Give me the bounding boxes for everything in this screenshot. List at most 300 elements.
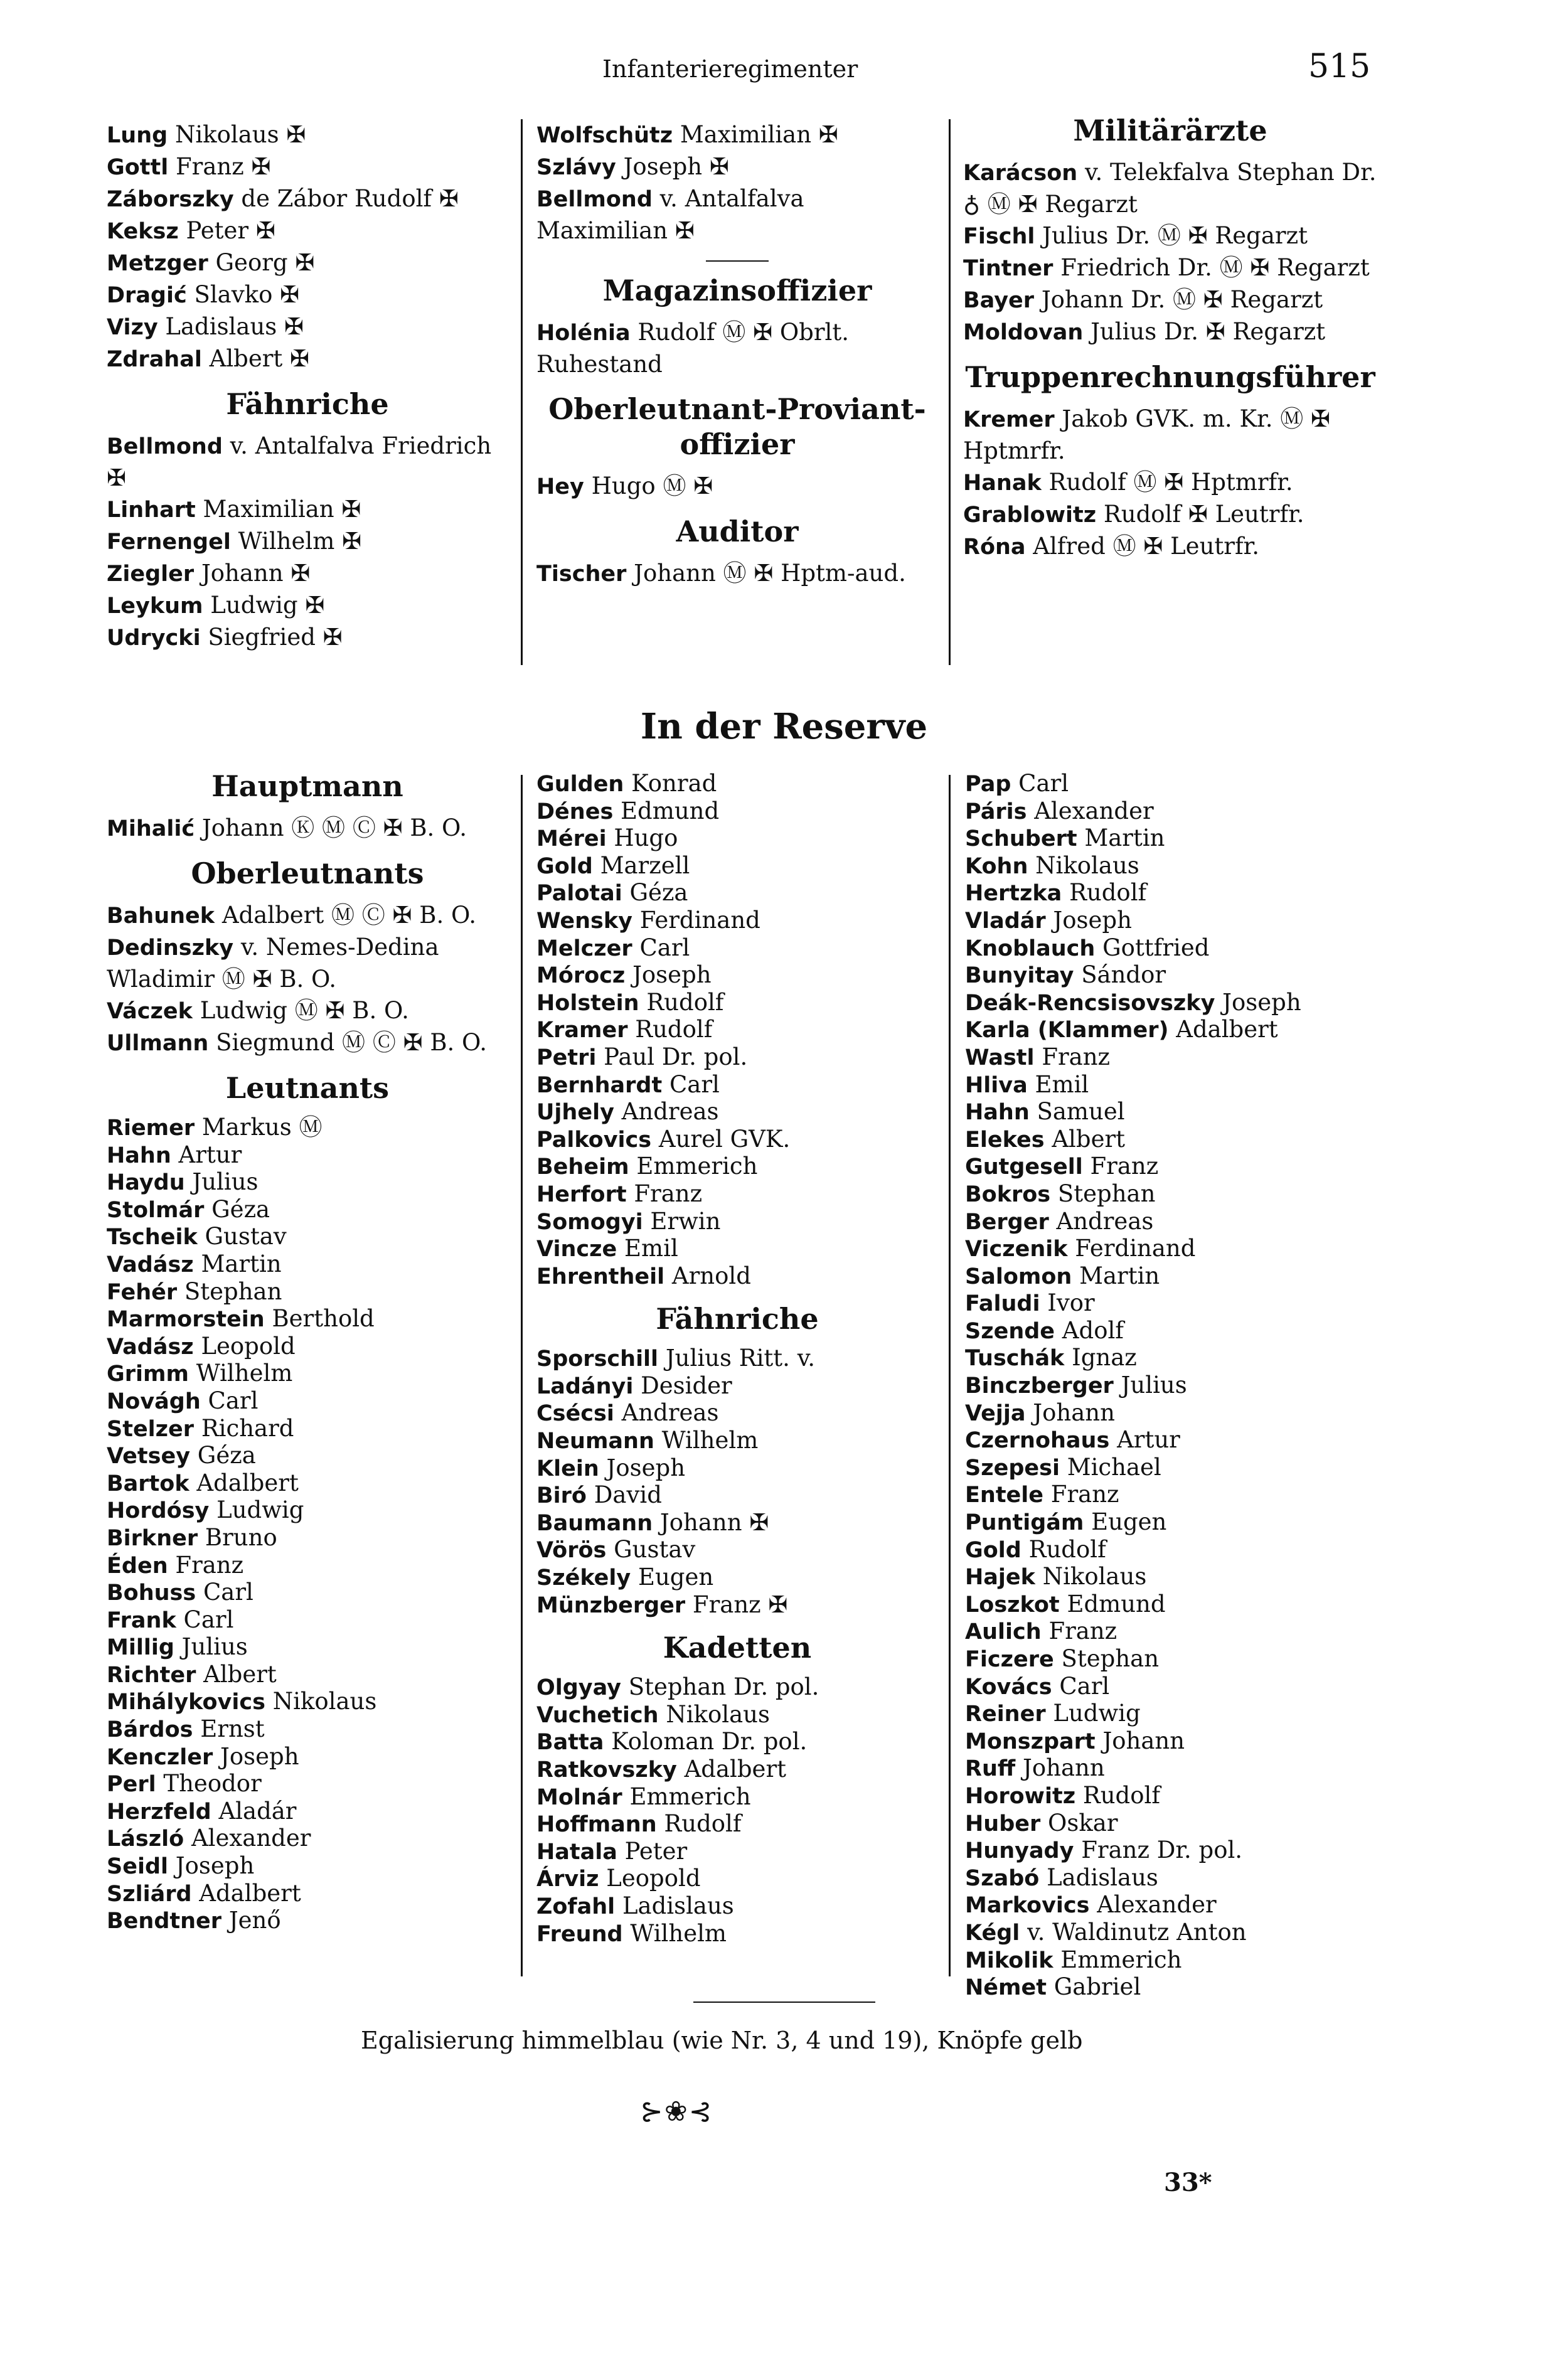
entry-details: Markus Ⓜ: [201, 1114, 323, 1141]
entry: [536, 1153, 938, 1181]
entry: [107, 1027, 508, 1059]
entry-details: Ernst: [200, 1715, 265, 1743]
entry: [107, 1552, 508, 1580]
entry-surname: Dragić: [107, 283, 187, 308]
entry-details: Joseph: [1222, 988, 1301, 1016]
entry-surname: Vadász: [107, 1334, 194, 1360]
entry-list: [536, 1674, 938, 1948]
entry: [963, 316, 1377, 348]
entry-details: Ludwig ✠: [210, 592, 325, 619]
entry-surname: Gold: [965, 1537, 1021, 1563]
entry-details: Ladislaus ✠: [165, 313, 304, 340]
entry: [965, 1235, 1379, 1263]
entry: [107, 1415, 508, 1443]
entry: [536, 1427, 938, 1455]
entry-list: [107, 813, 508, 845]
entry-list: [536, 1345, 938, 1619]
entry-details: v. Telekfalva Stephan Dr. ♁ Ⓜ ✠ Regarzt: [963, 159, 1377, 218]
entry: [107, 995, 508, 1027]
entry: [965, 880, 1379, 907]
entry-details: Géza: [629, 879, 688, 907]
entry-details: Emmerich: [636, 1153, 758, 1180]
entry-surname: Mikolik: [965, 1948, 1053, 1973]
entry: [963, 467, 1377, 499]
entry-surname: Herzfeld: [107, 1799, 211, 1825]
entry: [963, 403, 1377, 467]
entry: [107, 1661, 508, 1689]
entry: [965, 1618, 1379, 1646]
entry-details: Stephan: [184, 1277, 282, 1305]
entry-details: Eugen: [637, 1564, 714, 1591]
entry-details: Nikolaus: [1042, 1563, 1147, 1591]
divider: [706, 260, 769, 262]
entry: [107, 1825, 508, 1853]
entry-surname: Fischl: [963, 224, 1035, 249]
entry-details: Franz: [634, 1180, 703, 1207]
entry-details: Stephan: [1061, 1645, 1160, 1672]
entry-surname: Richter: [107, 1662, 196, 1688]
column-rule: [521, 119, 523, 665]
entry: [536, 1345, 938, 1373]
entry-surname: Melczer: [536, 935, 632, 961]
entry-surname: Zdrahal: [107, 347, 202, 372]
entry: [107, 1497, 508, 1525]
entry: [107, 1223, 508, 1251]
entry-details: Ludwig Ⓜ ✠ B. O.: [200, 997, 409, 1024]
entry: [107, 494, 508, 526]
entry-surname: Tischer: [536, 562, 627, 587]
entry-details: Ferdinand: [1075, 1235, 1196, 1262]
entry-details: Carl: [203, 1579, 253, 1606]
entry: [536, 1784, 938, 1811]
entry-list: [536, 119, 938, 247]
entry-details: Géza: [197, 1442, 256, 1469]
entry-surname: Hordósy: [107, 1498, 210, 1524]
entry: [965, 935, 1379, 962]
entry-details: Franz: [175, 1551, 244, 1579]
entry-surname: Vörös: [536, 1538, 607, 1564]
section-heading: Hauptmann: [211, 769, 403, 803]
entry-surname: Hey: [536, 474, 584, 499]
entry-surname: Reiner: [965, 1702, 1046, 1727]
entry-surname: Stelzer: [107, 1416, 195, 1442]
entry-surname: Bendtner: [107, 1909, 222, 1934]
entry-surname: Olgyay: [536, 1675, 621, 1701]
entry: [965, 1947, 1379, 1975]
entry-details: Rudolf: [664, 1810, 742, 1838]
entry-details: Gottfried: [1102, 934, 1210, 961]
entry-details: Artur: [178, 1141, 242, 1168]
entry-surname: Biró: [536, 1483, 587, 1509]
entry-details: Nikolaus ✠: [174, 121, 306, 148]
running-header: Infanterieregimenter: [602, 55, 858, 83]
entry: [536, 1016, 938, 1044]
entry: [107, 1771, 508, 1798]
entry-list: [536, 770, 938, 1290]
entry-surname: Berger: [965, 1209, 1049, 1235]
entry-surname: Vadász: [107, 1252, 194, 1277]
entry-surname: Bárdos: [107, 1717, 193, 1743]
entry-list: [963, 403, 1377, 563]
entry: [107, 1114, 508, 1142]
top-col-3: [963, 113, 1377, 563]
entry-surname: Riemer: [107, 1116, 195, 1141]
entry-details: Arnold: [671, 1262, 751, 1289]
reserve-col-3: [965, 770, 1379, 2002]
entry-details: Rudolf: [1082, 1781, 1161, 1809]
signature-mark: 33*: [1164, 2168, 1212, 2197]
entry-details: Julius Dr. ✠ Regarzt: [1091, 318, 1326, 345]
entry-surname: Gulden: [536, 772, 624, 797]
entry-surname: Palkovics: [536, 1127, 652, 1153]
entry-details: Desider: [641, 1372, 732, 1399]
entry-surname: Palotai: [536, 881, 622, 907]
entry: [965, 1646, 1379, 1673]
entry-details: Wilhelm ✠: [238, 528, 362, 555]
entry-details: Adalbert: [199, 1879, 301, 1907]
entry-surname: Czernohaus: [965, 1428, 1110, 1454]
entry-details: Wilhelm: [661, 1427, 759, 1454]
top-col-1: [107, 119, 508, 654]
entry: [965, 1865, 1379, 1892]
section-heading: Kadetten: [663, 1631, 812, 1665]
entry-surname: Mórocz: [536, 963, 626, 989]
entry-details: Ludwig: [216, 1496, 304, 1524]
entry-details: Wilhelm: [630, 1919, 727, 1947]
entry: [536, 825, 938, 853]
entry-surname: Bunyitay: [965, 963, 1074, 989]
entry-details: Friedrich Dr. Ⓜ ✠ Regarzt: [1060, 254, 1370, 281]
entry: [107, 1306, 508, 1333]
entry-details: Stephan: [1057, 1180, 1156, 1207]
entry: [965, 1427, 1379, 1454]
entry-surname: Leykum: [107, 594, 203, 619]
entry-details: Emmerich: [1060, 1946, 1182, 1973]
entry-details: Gabriel: [1053, 1973, 1141, 2001]
entry-details: v. Antalfalva Friedrich ✠: [107, 432, 492, 491]
entry-details: Julius: [181, 1633, 248, 1661]
entry: [536, 1756, 938, 1784]
entry-details: Joseph: [606, 1454, 686, 1481]
entry: [965, 1810, 1379, 1838]
entry: [107, 1798, 508, 1826]
entry-surname: Tuschák: [965, 1346, 1065, 1372]
entry-details: Jakob GVK. m. Kr. Ⓜ ✠ Hptmrfr.: [963, 405, 1330, 464]
entry: [965, 907, 1379, 935]
entry-details: Koloman Dr. pol.: [611, 1728, 808, 1756]
entry-details: Rudolf Ⓜ ✠ Hptmrfr.: [1048, 469, 1293, 496]
entry-surname: Vejja: [965, 1400, 1026, 1426]
entry: [107, 1142, 508, 1170]
entry-details: Jenő: [228, 1907, 281, 1934]
entry-details: David: [594, 1481, 662, 1509]
entry-details: Rudolf ✠ Leutrfr.: [1103, 501, 1304, 528]
entry-surname: Hoffmann: [536, 1812, 657, 1838]
entry-surname: Hahn: [107, 1143, 171, 1168]
entry-surname: Szepesi: [965, 1455, 1060, 1481]
entry-details: Aurel GVK.: [658, 1125, 791, 1153]
section-heading: Magazinsoffizier: [602, 274, 872, 307]
entry-details: Rudolf Ⓜ ✠ Obrlt. Ruhestand: [536, 319, 850, 378]
entry-details: Marzell: [600, 851, 690, 879]
ornament-icon: ⊱❀⊰: [640, 2096, 713, 2128]
entry: [965, 1126, 1379, 1154]
entry-surname: Német: [965, 1975, 1047, 2001]
entry-list: [536, 317, 938, 380]
entry-details: Carl: [639, 934, 690, 961]
section-heading: Militärärzte: [1073, 114, 1267, 147]
entry-surname: Herfort: [536, 1181, 627, 1207]
entry-details: Samuel: [1037, 1098, 1125, 1126]
entry-surname: Grimm: [107, 1362, 189, 1387]
entry-surname: Záborszky: [107, 187, 234, 212]
column-rule: [949, 775, 951, 1976]
entry: [965, 853, 1379, 880]
entry-list: [963, 157, 1377, 348]
entry-surname: Neumann: [536, 1429, 654, 1454]
entry-details: Joseph: [1053, 906, 1132, 934]
entry-details: Johann Ⓚ Ⓜ Ⓒ ✠ B. O.: [201, 814, 467, 841]
entry-surname: Bartok: [107, 1471, 189, 1496]
entry-surname: Ullmann: [107, 1031, 209, 1056]
entry-surname: Wastl: [965, 1045, 1035, 1070]
section-heading: Truppenrechnungsführer: [965, 360, 1375, 394]
entry-details: Nikolaus: [1035, 851, 1139, 879]
entry-surname: Bayer: [963, 288, 1035, 313]
entry-surname: Knoblauch: [965, 935, 1096, 961]
entry-details: Joseph: [632, 961, 712, 989]
entry: [965, 1974, 1379, 2002]
entry-surname: Árviz: [536, 1867, 599, 1892]
entry-surname: Perl: [107, 1772, 156, 1798]
entry: [965, 1345, 1379, 1372]
entry: [536, 853, 938, 880]
entry-surname: Mihalić: [107, 816, 195, 841]
entry: [107, 1907, 508, 1935]
entry-details: Paul Dr. pol.: [604, 1043, 748, 1070]
entry: [965, 1673, 1379, 1701]
entry: [536, 1263, 938, 1291]
entry-details: Adalbert: [1176, 1016, 1278, 1043]
entry-details: Ferdinand: [639, 906, 760, 934]
entry-surname: Faludi: [965, 1291, 1040, 1317]
entry: [536, 1702, 938, 1729]
entry-details: Franz: [1050, 1481, 1119, 1508]
entry: [536, 1455, 938, 1483]
entry: [536, 935, 938, 962]
entry-surname: Bokros: [965, 1181, 1051, 1207]
entry-surname: Csécsi: [536, 1401, 614, 1427]
entry-surname: Markovics: [965, 1893, 1090, 1919]
entry: [107, 1853, 508, 1880]
entry-details: Joseph ✠: [623, 153, 729, 180]
entry-surname: Novágh: [107, 1389, 201, 1414]
entry: [536, 962, 938, 989]
entry-details: Franz ✠: [176, 153, 271, 180]
entry-surname: Hahn: [965, 1100, 1030, 1126]
entry: [963, 220, 1377, 252]
entry-surname: Batta: [536, 1730, 604, 1756]
entry: [107, 1579, 508, 1607]
entry-surname: Zofahl: [536, 1894, 616, 1919]
entry-details: Rudolf: [635, 1016, 713, 1043]
entry-surname: Huber: [965, 1811, 1041, 1836]
entry: [965, 1290, 1379, 1318]
entry-details: Eugen: [1091, 1508, 1167, 1536]
reserve-col-2: [536, 770, 938, 1948]
entry: [107, 311, 508, 343]
entry-details: Franz: [1090, 1153, 1159, 1180]
entry-surname: Bohuss: [107, 1580, 196, 1606]
entry: [965, 825, 1379, 853]
entry: [107, 590, 508, 622]
entry-surname: Pap: [965, 772, 1011, 797]
entry: [965, 1153, 1379, 1181]
entry: [536, 880, 938, 907]
entry: [965, 1892, 1379, 1919]
entry: [965, 1208, 1379, 1236]
entry-details: Carl: [1018, 770, 1069, 797]
entry-details: Franz ✠: [692, 1591, 788, 1618]
entry-details: Emil: [1035, 1070, 1089, 1098]
entry-details: Andreas: [1056, 1207, 1154, 1235]
page-number: 515: [1308, 48, 1371, 85]
entry: [107, 1716, 508, 1744]
entry-details: Albert ✠: [209, 345, 310, 372]
entry: [107, 1688, 508, 1716]
entry-details: Gustav: [614, 1536, 696, 1564]
entry-details: Michael: [1067, 1453, 1161, 1481]
entry-details: Siegmund Ⓜ Ⓒ ✠ B. O.: [216, 1029, 487, 1056]
entry-details: Hugo: [614, 824, 678, 852]
entry-surname: Dénes: [536, 799, 614, 824]
entry: [107, 1744, 508, 1771]
entry-details: Johann ✠: [659, 1508, 769, 1536]
entry-surname: Horowitz: [965, 1783, 1076, 1809]
entry: [536, 183, 938, 247]
entry: [963, 284, 1377, 316]
entry-details: Slavko ✠: [194, 281, 300, 308]
entry-details: Nikolaus: [272, 1688, 377, 1715]
entry-surname: Gottl: [107, 155, 169, 180]
entry: [965, 962, 1379, 989]
entry-surname: Bellmond: [107, 434, 223, 459]
entry: [965, 989, 1379, 1017]
entry: [965, 1509, 1379, 1537]
section-heading: Fähnriche: [656, 1302, 819, 1336]
entry-list: [107, 430, 508, 654]
entry-details: Nikolaus: [666, 1700, 770, 1728]
entry-details: Rudolf: [646, 988, 724, 1016]
reserve-title: In der Reserve: [640, 706, 928, 747]
entry-surname: Kohn: [965, 853, 1028, 879]
entry-details: Franz Dr. pol.: [1081, 1836, 1243, 1864]
entry-details: Carl: [1059, 1672, 1110, 1700]
entry: [107, 526, 508, 558]
entry-details: Carl: [183, 1606, 234, 1633]
entry: [107, 119, 508, 151]
entry: [536, 1893, 938, 1921]
entry-details: Maximilian ✠: [203, 496, 361, 523]
entry-details: Emmerich: [629, 1783, 751, 1810]
entry: [107, 1388, 508, 1415]
entry: [107, 558, 508, 590]
entry-details: Hugo Ⓜ ✠: [591, 472, 713, 499]
entry-surname: Haydu: [107, 1170, 185, 1196]
entry: [965, 1454, 1379, 1482]
section-heading: Leutnants: [225, 1071, 390, 1105]
entry: [963, 531, 1377, 563]
entry-details: Sándor: [1081, 961, 1166, 989]
entry-surname: Aulich: [965, 1619, 1042, 1645]
entry: [965, 1072, 1379, 1099]
entry-surname: Ziegler: [107, 562, 195, 587]
entry: [107, 1880, 508, 1908]
entry: [107, 151, 508, 183]
entry-surname: Wensky: [536, 908, 632, 934]
entry: [536, 1400, 938, 1427]
entry-surname: Szlávy: [536, 155, 616, 180]
entry-surname: Beheim: [536, 1154, 629, 1180]
entry: [107, 430, 508, 494]
entry: [965, 1919, 1379, 1947]
entry-surname: Szabó: [965, 1865, 1040, 1891]
entry-details: Emil: [624, 1235, 678, 1262]
entry-surname: Seidl: [107, 1854, 168, 1880]
entry-surname: Frank: [107, 1607, 176, 1633]
entry-surname: Entele: [965, 1483, 1044, 1508]
entry-details: Erwin: [650, 1207, 721, 1235]
entry-surname: Sporschill: [536, 1346, 659, 1372]
entry-details: Gustav: [205, 1223, 287, 1250]
entry-surname: Binczberger: [965, 1373, 1114, 1399]
entry-details: Martin: [1084, 824, 1165, 852]
entry: [107, 343, 508, 375]
entry-details: Carl: [208, 1387, 259, 1414]
entry-surname: Karácson: [963, 161, 1078, 186]
entry-list: [536, 558, 938, 590]
entry-list: [536, 471, 938, 503]
entry: [536, 1838, 938, 1866]
entry-surname: Molnár: [536, 1784, 622, 1810]
entry-surname: Holénia: [536, 321, 631, 346]
entry-surname: Schubert: [965, 826, 1077, 852]
entry: [965, 1700, 1379, 1728]
entry: [965, 1755, 1379, 1783]
entry-surname: Mihálykovics: [107, 1690, 265, 1715]
entry: [107, 1333, 508, 1361]
entry-details: Johann Ⓜ ✠ Hptm-aud.: [634, 560, 906, 587]
entry-surname: Keksz: [107, 219, 179, 244]
entry-surname: Vuchetich: [536, 1702, 659, 1728]
entry-list: [107, 119, 508, 375]
entry-surname: Vizy: [107, 315, 158, 340]
entry-details: Martin: [201, 1250, 282, 1277]
entry-surname: Klein: [536, 1456, 599, 1481]
entry-surname: Székely: [536, 1565, 631, 1591]
entry-surname: Kramer: [536, 1018, 628, 1043]
entry-surname: Wolfschütz: [536, 123, 673, 148]
entry-surname: Tscheik: [107, 1225, 198, 1250]
entry-details: Alexander: [1034, 797, 1154, 824]
entry: [536, 1729, 938, 1756]
entry-details: Andreas: [621, 1399, 719, 1427]
entry-surname: Birkner: [107, 1525, 198, 1551]
entry-surname: Somogyi: [536, 1209, 643, 1235]
entry-surname: Deák-Rencsisovszky: [965, 990, 1215, 1016]
entry-surname: Szliárd: [107, 1881, 192, 1907]
entry-surname: Szende: [965, 1318, 1055, 1344]
